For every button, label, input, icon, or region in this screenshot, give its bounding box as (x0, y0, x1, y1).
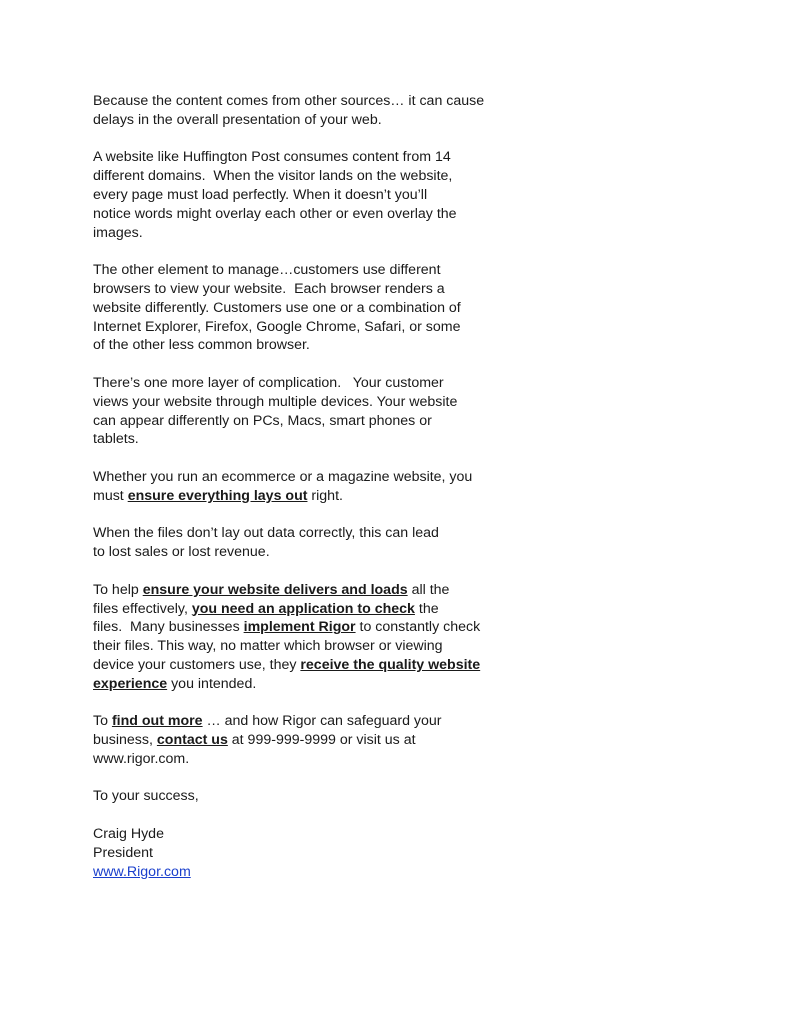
text-segment: the (414, 600, 439, 617)
text-segment: files effectively, (93, 600, 192, 617)
text-line (93, 581, 513, 600)
text-segment: website differently. Customers use one or a combination of (93, 299, 461, 316)
text-line (93, 618, 513, 637)
text-segment: at 999-999-9999 or visit us at (227, 732, 416, 749)
website-link[interactable]: www.Rigor.com (93, 863, 191, 880)
text-line (93, 374, 513, 393)
text-segment: There’s one more layer of complication. Your customer (93, 374, 444, 391)
text-line (93, 637, 513, 656)
emphasized-phrase: find out more (111, 713, 203, 730)
paragraph (93, 524, 513, 562)
text-line (93, 148, 513, 167)
text-line (93, 205, 513, 224)
signature-block (93, 825, 513, 881)
text-segment: … and how Rigor can safeguard your (202, 713, 442, 730)
emphasized-phrase: ensure everything lays out (127, 487, 308, 504)
signature-name: Craig Hyde (93, 826, 164, 843)
text-line (93, 787, 513, 806)
text-segment: notice words might overlay each other or even overlay the (93, 205, 457, 222)
emphasized-phrase: experience (93, 675, 168, 692)
text-segment: to constantly check (355, 619, 481, 636)
paragraph (93, 261, 513, 355)
text-line (93, 299, 513, 318)
text-segment: A website like Huffington Post consumes content from 14 (93, 149, 451, 166)
text-segment: browsers to view your website. Each browser renders a (93, 280, 445, 297)
text-segment: To your success, (93, 788, 199, 805)
text-segment: files. Many businesses (93, 619, 244, 636)
emphasized-phrase: you need an application to check (191, 600, 415, 617)
text-line (93, 393, 513, 412)
text-segment: all the (407, 581, 450, 598)
text-segment: different domains. When the visitor lands on the website, (93, 168, 453, 185)
text-segment: tablets. (93, 431, 139, 448)
text-line (93, 487, 513, 506)
text-segment: to lost sales or lost revenue. (93, 544, 270, 561)
paragraph (93, 468, 513, 506)
text-segment: Because the content comes from other sources… it can cause (93, 93, 485, 109)
text-line (93, 336, 513, 355)
text-line (93, 280, 513, 299)
text-line (93, 750, 513, 769)
text-line (93, 524, 513, 543)
text-segment: Whether you run an ecommerce or a magazine website, you (93, 468, 473, 485)
emphasized-phrase: ensure your website delivers and loads (142, 581, 408, 598)
text-line (93, 675, 513, 694)
paragraph (93, 581, 513, 694)
text-line (93, 92, 513, 111)
paragraph (93, 712, 513, 768)
text-segment: every page must load perfectly. When it doesn’t you’ll (93, 186, 428, 203)
text-line (93, 111, 513, 130)
text-segment: www.rigor.com. (93, 750, 190, 767)
text-line (93, 412, 513, 431)
text-segment: views your website through multiple devices. Your website (93, 393, 458, 410)
text-segment: To help (93, 581, 143, 598)
text-line (93, 224, 513, 243)
paragraph (93, 787, 513, 806)
signature-title: President (93, 844, 153, 861)
paragraph (93, 92, 513, 130)
text-line (93, 712, 513, 731)
text-line (93, 600, 513, 619)
paragraph (93, 374, 513, 449)
text-line (93, 731, 513, 750)
text-line (93, 543, 513, 562)
text-segment: Internet Explorer, Firefox, Google Chrome, Safari, or some (93, 318, 461, 335)
text-segment: can appear differently on PCs, Macs, smart phones or (93, 412, 432, 429)
text-segment: you intended. (167, 675, 257, 692)
text-segment: To (93, 713, 112, 730)
text-line (93, 468, 513, 487)
emphasized-phrase: contact us (156, 732, 228, 749)
text-line (93, 430, 513, 449)
text-line (93, 318, 513, 337)
text-segment: images. (93, 224, 143, 241)
paragraph (93, 148, 513, 242)
text-segment: right. (307, 487, 343, 504)
text-segment: delays in the overall presentation of your web. (93, 111, 382, 128)
text-segment: When the files don’t lay out data correctly, this can lead (93, 525, 439, 542)
text-line (93, 186, 513, 205)
letter-body (93, 92, 513, 806)
text-line (93, 261, 513, 280)
text-segment: of the other less common browser. (93, 337, 310, 354)
text-segment: The other element to manage…customers use different (93, 262, 441, 279)
emphasized-phrase: implement Rigor (243, 619, 356, 636)
text-line (93, 167, 513, 186)
document-page (93, 92, 513, 881)
text-segment: business, (93, 732, 157, 749)
text-segment: device your customers use, they (93, 656, 301, 673)
text-segment: their files. This way, no matter which browser or viewing (93, 638, 443, 655)
text-segment: must (93, 487, 128, 504)
text-line (93, 656, 513, 675)
emphasized-phrase: receive the quality website (300, 656, 481, 673)
